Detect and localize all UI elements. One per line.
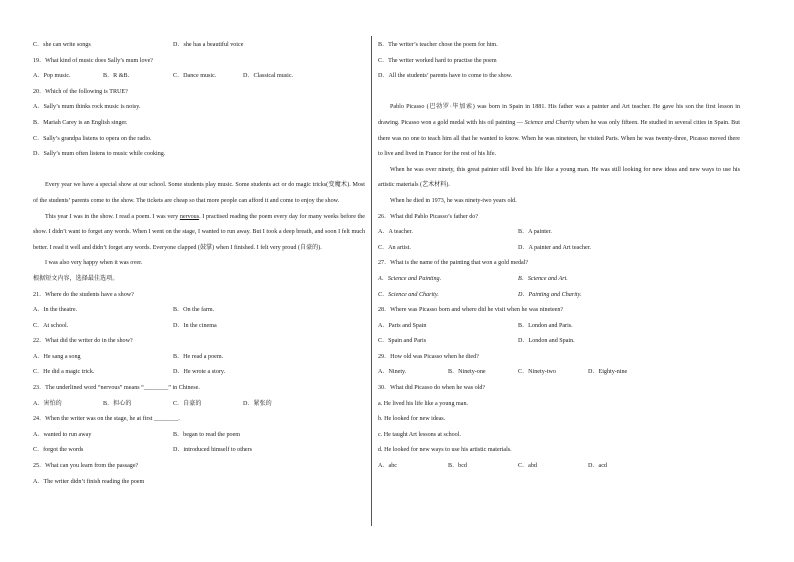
left-column [33, 38, 365, 490]
q23-question: 23．The underlined word “nervous” means “________” in Chinese. [33, 385, 200, 392]
option-b[interactable]: B．担心的 [103, 400, 132, 407]
option-c[interactable]: C．He did a magic trick. [33, 369, 95, 376]
option-d[interactable]: D．she has a beautiful voice [173, 42, 244, 48]
picasso-paragraph-3: When he died in 1973, he was ninety-two years old. [390, 197, 517, 204]
option-c[interactable]: C．自豪的 [173, 400, 202, 407]
option-c[interactable]: C．she can write songs [33, 42, 91, 48]
passage-paragraph-2 [33, 210, 365, 257]
q28-question: 28．Where was Picasso born and where did he visit when he was nineteen? [378, 307, 564, 314]
option-a[interactable]: A．Science and Painting. [378, 275, 442, 282]
option-a[interactable]: A．Pop music. [33, 73, 71, 80]
option-d[interactable]: D．He wrote a story. [173, 369, 226, 376]
q23-options [33, 397, 365, 413]
option-d[interactable]: D．acd [588, 463, 607, 470]
underlined-word: nervous [179, 213, 200, 220]
passage-text: . I practised reading the poem every day for many weeks before the show. I didn’t want to forget any words. When I went on the stage, I wanted to run away. But I took a deep breath, and soon I felt much better. I read it well and didn’t forget any words. Everyone clapped (鼓掌) when I finished. I felt very proud (自豪的). [33, 213, 365, 251]
q28-options-cd [378, 334, 740, 350]
option-b[interactable]: B．bcd [448, 463, 467, 470]
q25-question: 25．What can you learn from the passage? [33, 463, 139, 470]
column-divider [371, 36, 372, 526]
option-b[interactable]: B．Science and Art. [518, 275, 568, 282]
option-d[interactable]: D．Painting and Charity. [518, 291, 582, 298]
option-b[interactable]: B．He read a poem. [173, 353, 224, 360]
option-b[interactable]: B．R &B． [103, 73, 134, 80]
q29-question: 29．How old was Picasso when he died? [378, 353, 479, 360]
option-d[interactable]: D．introduced himself to others [173, 447, 253, 454]
option-d[interactable]: D．Eighty-nine [588, 369, 628, 376]
instruction: 根据短文内容，选择最佳选项。 [33, 275, 119, 282]
option-c[interactable]: C．forgot the words [33, 447, 84, 454]
q27-options-cd [378, 288, 740, 304]
q21-options-cd [33, 319, 365, 335]
passage-text: when he was only fifteen. He studied in several cities in Spain. But there was no one to teach him all that he wanted to know. When he was nineteen, he visited Paris. When he was twenty-three, Picasso moved there to live and lived in France for the rest of his life. [378, 119, 740, 158]
q22-options-ab [33, 350, 365, 366]
option-d[interactable]: D．紧张的 [243, 400, 272, 407]
q21-options-ab [33, 303, 365, 319]
option-c[interactable]: C．Ninety-two [518, 369, 556, 376]
q21-question: 21．Where do the students have a show? [33, 291, 134, 298]
q20-option-a[interactable]: A．Sally’s mum thinks rock music is noisy. [33, 104, 141, 111]
picasso-paragraph-1 [378, 100, 740, 162]
option-d[interactable]: D．Classical music. [243, 73, 294, 80]
passage-paragraph-1: Every year we have a special show at our school. Some students play music. Some students act or do magic tricks(变魔术). Most of the students’ parents come to the show. The tickets are cheap so that more people can afford it and come to enjoy the show. [33, 182, 365, 204]
option-a[interactable]: A．Ninety. [378, 369, 407, 376]
option-c[interactable]: C．An artist. [378, 244, 411, 251]
q30-options [378, 459, 740, 475]
q30-question: 30．What did Picasso do when he was old? [378, 385, 486, 392]
option-d[interactable]: D．London and Spain. [518, 338, 575, 345]
q26-options-ab [378, 225, 740, 241]
right-column [378, 38, 740, 475]
q24-options-ab [33, 428, 365, 444]
option-c[interactable]: C．Science and Charity. [378, 291, 439, 298]
q25-option-d[interactable]: D．All the students’ parents have to come to the show. [378, 73, 513, 80]
q27-options-ab [378, 272, 740, 288]
option-a[interactable]: A．A teacher. [378, 229, 413, 236]
q20-option-c[interactable]: C．Sally’s grandpa listens to opera on the radio. [33, 135, 152, 142]
option-a[interactable]: A．wanted to run away [33, 431, 92, 438]
q25-option-b[interactable]: B．The writer’s teacher chose the poem for him. [378, 42, 498, 48]
option-d[interactable]: D．A painter and Art teacher. [518, 244, 591, 251]
q30-item-b: b. He looked for new ideas. [378, 416, 446, 423]
option-c[interactable]: C．At school. [33, 322, 69, 329]
q24-options-cd [33, 443, 365, 459]
option-d[interactable]: D．In the cinema [173, 322, 217, 329]
option-b[interactable]: B．Ninety-one [448, 369, 486, 376]
q19-options [33, 69, 365, 85]
option-b[interactable]: B．London and Paris. [518, 322, 573, 329]
passage-text: This year I was in the show. I read a poem. I was very [45, 213, 180, 220]
option-b[interactable]: B．On the farm. [173, 307, 215, 314]
q22-question: 22．What did the writer do in the show? [33, 338, 133, 345]
q20-option-b[interactable]: B．Mariah Carey is an English singer. [33, 119, 128, 126]
picasso-paragraph-2: When he was over ninety, this great painter still lived his life like a young man. He was still looking for new ideas and new ways to use his artistic materials (艺术材料). [378, 166, 740, 189]
painting-title: Science and Charity [524, 119, 575, 126]
q27-question: 27．What is the name of the painting that won a gold medal? [378, 260, 529, 267]
option-c[interactable]: C．Dance music. [173, 73, 217, 80]
q26-options-cd [378, 241, 740, 257]
q26-question: 26．What did Pablo Picasso’s father do? [378, 213, 479, 220]
option-b[interactable]: B．A painter. [518, 229, 552, 236]
q18-options [33, 38, 365, 54]
option-b[interactable]: B．began to read the poem [173, 431, 241, 438]
option-c[interactable]: C．Spain and Paris [378, 338, 427, 345]
q25-option-a[interactable]: A．The writer didn’t finish reading the poem [33, 478, 145, 485]
q22-options-cd [33, 365, 365, 381]
q24-question: 24．When the writer was on the stage, he at first ________. [33, 416, 180, 423]
passage-text: Pablo Picasso (巴勃罗·毕加索) was born in Spain in 1881. His father was a painter and Art teacher. He gave his son the first lesson in drawing. Picasso won a gold medal with his oil painting — [378, 104, 740, 126]
q25-option-c[interactable]: C．The writer worked hard to practise the poem [378, 57, 497, 64]
passage-paragraph-3: I was also very happy when it was over. [45, 260, 143, 267]
q20-option-d[interactable]: D．Sally’s mum often listens to music while cooking. [33, 151, 166, 158]
option-a[interactable]: A．He sang a song [33, 353, 81, 360]
option-a[interactable]: A．In the theatre. [33, 307, 78, 314]
option-c[interactable]: C．abd [518, 463, 537, 470]
option-a[interactable]: A．Paris and Spain [378, 322, 427, 329]
q30-item-c: c. He taught Art lessons at school. [378, 431, 461, 438]
option-a[interactable]: A．abc [378, 463, 397, 470]
q19-question: 19．What kind of music does Sally’s mum love? [33, 57, 153, 64]
q30-item-a: a. He lived his life like a young man. [378, 400, 469, 407]
q28-options-ab [378, 319, 740, 335]
q29-options [378, 365, 740, 381]
q20-question: 20．Which of the following is TRUE? [33, 88, 128, 95]
q30-item-d: d. He looked for new ways to use his artistic materials. [378, 447, 512, 454]
option-a[interactable]: A．害怕的 [33, 400, 62, 407]
